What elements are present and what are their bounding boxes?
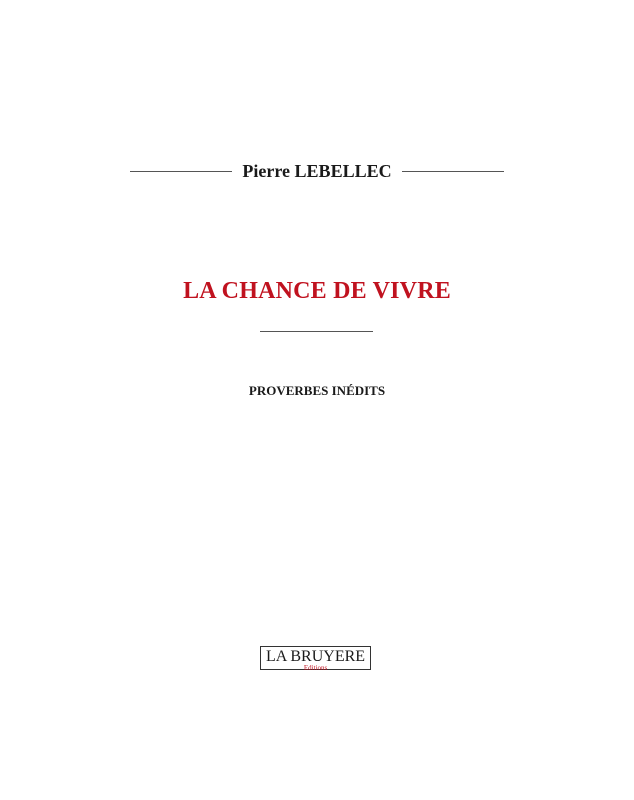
title-divider: [260, 331, 373, 332]
author-name: Pierre LEBELLEC: [242, 160, 392, 181]
publisher-name: LA BRUYERE: [265, 648, 366, 665]
publisher-sub: Editions: [303, 664, 328, 672]
author-line: [130, 158, 504, 184]
book-title: LA CHANCE DE VIVRE: [183, 278, 451, 304]
author-right-rule: [402, 171, 504, 172]
author-left-rule: [130, 171, 232, 172]
publisher-logo: [260, 646, 371, 670]
book-subtitle: PROVERBES INÉDITS: [248, 383, 386, 398]
